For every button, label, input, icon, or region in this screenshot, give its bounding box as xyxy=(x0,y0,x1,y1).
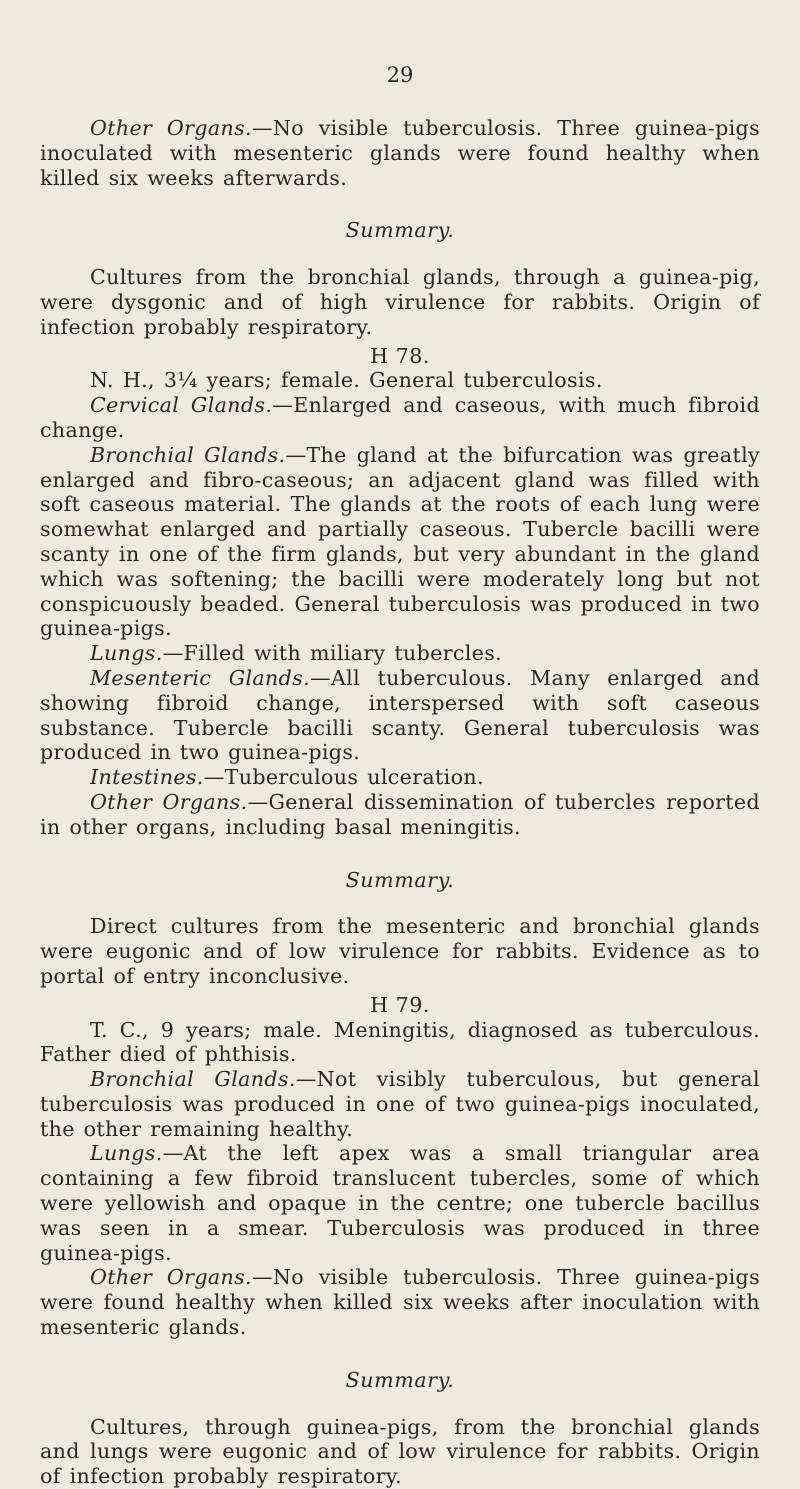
summary-heading: Summary. xyxy=(345,218,455,243)
paragraph-heading: Cervical Glands. xyxy=(90,393,273,418)
paragraph-heading: Lungs. xyxy=(90,641,163,666)
case-intro-h78: N. H., 3¼ years; female. General tuberculosis. xyxy=(90,368,603,393)
paragraph-heading: Other Organs. xyxy=(90,789,248,814)
paragraph-intestines xyxy=(40,765,760,790)
paragraph-text: —At the left apex was a small triangular area containing a few fibroid translucent tubercles, some of which were yellowish and opaque in the centre; one tubercle bacillus was seen in a smear. Tuberculosis was produced in three guinea-pigs. xyxy=(40,1141,760,1265)
paragraph-text: —Not visibly tuberculous, but general tuberculosis was produced in one of two guinea-pigs inoculated, the other remaining healthy. xyxy=(40,1067,760,1141)
summary-paragraph-2: Direct cultures from the mesenteric and bronchial glands were eugonic and of low virulence for rabbits. Evidence as to portal of entry inconclusive. xyxy=(40,914,760,988)
paragraph-heading: Intestines. xyxy=(90,765,204,790)
paragraph-text: —No visible tuberculosis. Three guinea-pigs inoculated with mesenteric glands were found healthy when killed six weeks afterwards. xyxy=(40,116,761,190)
summary-paragraph-3: Cultures, through guinea-pigs, from the bronchial glands and lungs were eugonic and of low virulence for rabbits. Origin of infection probably respiratory. xyxy=(40,1414,760,1489)
paragraph-text: —All tuberculous. Many enlarged and showing fibroid change, interspersed with soft caseous substance. Tubercle bacilli scanty. General tuberculosis was produced in two guinea-pigs. xyxy=(40,665,760,765)
paragraph-bronchial-glands-1 xyxy=(40,443,760,641)
paragraph-heading: Bronchial Glands. xyxy=(90,442,286,467)
case-intro-h79: T. C., 9 years; male. Meningitis, diagnosed as tuberculous. Father died of phthisis. xyxy=(40,1017,760,1067)
paragraph-heading: Other Organs. xyxy=(90,1265,252,1290)
paragraph-lungs-2 xyxy=(40,1141,760,1265)
paragraph-mesenteric-glands xyxy=(40,666,760,765)
paragraph-other-organs-1 xyxy=(40,116,760,190)
paragraph-text: —No visible tuberculosis. Three guinea-pigs were found healthy when killed six weeks after inoculation with mesenteric glands. xyxy=(40,1265,761,1340)
paragraph-text: —Enlarged and caseous, with much fibroid change. xyxy=(40,393,760,442)
paragraph-bronchial-glands-2 xyxy=(40,1067,760,1141)
paragraph-heading: Mesenteric Glands. xyxy=(90,665,311,690)
summary-paragraph-1: Cultures from the bronchial glands, through a guinea-pig, were dysgonic and of high virulence for rabbits. Origin of infection probably respiratory. xyxy=(40,265,760,339)
summary-heading: Summary. xyxy=(345,867,455,892)
paragraph-lungs-1 xyxy=(40,641,760,666)
case-heading-h79: H 79. xyxy=(370,992,430,1017)
paragraph-text: —General dissemination of tubercles reported in other organs, including basal meningitis. xyxy=(40,789,760,839)
paragraph-other-organs-3 xyxy=(40,1265,760,1339)
paragraph-heading: Bronchial Glands. xyxy=(90,1067,296,1092)
paragraph-heading: Other Organs. xyxy=(90,116,252,140)
paragraph-heading: Lungs. xyxy=(90,1141,163,1166)
page-number: 29 xyxy=(386,63,414,87)
case-heading-h78: H 78. xyxy=(370,343,430,368)
summary-heading: Summary. xyxy=(345,1367,455,1392)
paragraph-text: —The gland at the bifurcation was greatly enlarged and fibro-caseous; an adjacent gland was filled with soft caseous material. The glands at the roots of each lung were somewhat enlarged and partially caseous. Tubercle bacilli were scanty in one of the firm glands, but very abundant in the gland which was softening; the bacilli were moderately long but not conspicuously beaded. General tuberculosis was produced in two guinea-pigs. xyxy=(40,442,760,641)
paragraph-other-organs-2 xyxy=(40,790,760,840)
paragraph-cervical-glands xyxy=(40,393,760,443)
paragraph-text: —Filled with miliary tubercles. xyxy=(162,641,503,666)
paragraph-text: —Tuberculous ulceration. xyxy=(203,765,484,790)
